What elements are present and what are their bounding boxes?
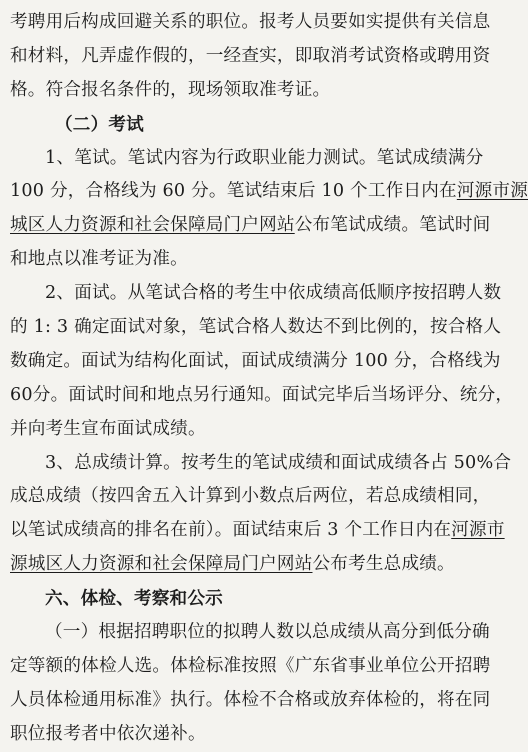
body-text: 以笔试成绩高的排名在前）。面试结束后 3 个工作日内在 [10, 520, 452, 541]
body-line [10, 480, 491, 514]
heading-text: 六、体检、考察和公示 [45, 588, 223, 610]
body-text: 公布笔试成绩。笔试时间 [294, 215, 491, 236]
body-line [10, 40, 491, 74]
paragraph-interview [10, 277, 502, 311]
paragraph-total-score [10, 447, 512, 481]
paragraph-written-exam [10, 142, 487, 176]
body-text: 数确定。面试为结构化面试，面试成绩满分 100 分，合格线为 [10, 350, 501, 371]
body-line [10, 684, 491, 718]
body-line [10, 345, 501, 379]
body-line [10, 311, 502, 345]
body-text: 1、笔试。笔试内容为行政职业能力测试。笔试成绩满分 [45, 147, 484, 168]
body-text: 定等额的体检人选。体检标准按照《广东省事业单位公开招聘 [10, 655, 491, 676]
body-line [10, 413, 487, 447]
body-text: 人员体检通用标准》执行。体检不合格或放弃体检的，将在同 [10, 689, 491, 710]
body-text: 和材料，凡弄虚作假的，一经查实，即取消考试资格或聘用资 [10, 45, 491, 66]
body-line [10, 514, 505, 548]
body-line [10, 650, 491, 684]
body-line [10, 548, 487, 582]
body-text: 并向考生宣布面试成绩。 [10, 418, 206, 439]
body-line [10, 379, 514, 413]
body-text: 公布考生总成绩。 [312, 554, 455, 575]
body-text: 职位报考者中依次递补。 [10, 723, 206, 744]
heading-text: （二）考试 [55, 113, 144, 135]
body-text: 的 1: 3 确定面试对象，笔试合格人数达不到比例的，按合格人 [10, 317, 502, 338]
website-link[interactable]: 河源市源 [456, 181, 528, 202]
section-heading-medical [10, 582, 487, 616]
body-text: 100 分，合格线为 60 分。笔试结束后 10 个工作日内在 [10, 181, 457, 202]
body-line [10, 175, 528, 209]
body-line [10, 74, 487, 108]
body-line [10, 243, 487, 277]
body-text: （一）根据招聘职位的拟聘人数以总成绩从高分到低分确 [45, 622, 490, 643]
website-link[interactable]: 城区人力资源和社会保障局门户网站 [10, 215, 295, 236]
body-text: 和地点以准考证为准。 [10, 249, 188, 270]
body-text: 格。符合报名条件的，现场领取准考证。 [10, 79, 331, 100]
body-text: 成总成绩（按四舍五入计算到小数点后两位，若总成绩相同， [10, 486, 491, 507]
body-text: 60分。面试时间和地点另行通知。面试完毕后当场评分、统分， [10, 384, 514, 405]
body-line [10, 6, 491, 40]
body-text: 2、面试。从笔试合格的考生中依成绩高低顺序按招聘人数 [45, 283, 502, 304]
website-link[interactable]: 源城区人力资源和社会保障局门户网站 [10, 554, 313, 575]
body-text: 考聘用后构成回避关系的职位。报考人员要如实提供有关信息 [10, 12, 491, 32]
body-line [10, 718, 487, 752]
body-text: 3、总成绩计算。按考生的笔试成绩和面试成绩各占 50%合 [45, 452, 512, 473]
body-line [10, 209, 491, 243]
paragraph-medical [10, 616, 490, 650]
website-link[interactable]: 河源市 [451, 520, 505, 541]
section-heading-exam [10, 108, 487, 142]
